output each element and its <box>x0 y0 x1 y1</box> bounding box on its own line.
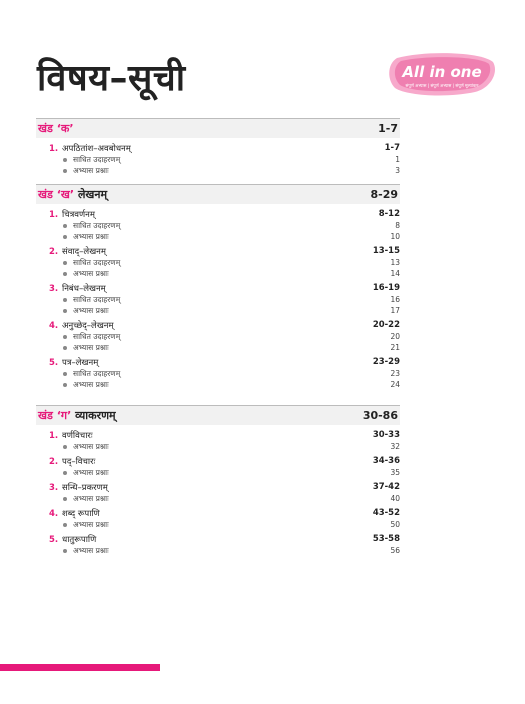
bullet-icon <box>63 346 67 350</box>
toc-subitem[interactable] <box>36 368 400 379</box>
subitem-label <box>63 442 109 452</box>
subitem-text: अभ्यास प्रश्नाः <box>73 165 109 175</box>
chapter-name: संवाद्–लेखनम् <box>62 246 106 257</box>
chapter-pages: 34-36 <box>372 456 400 466</box>
subitem-page: 20 <box>390 332 400 341</box>
chapter-number: 3. <box>49 482 59 493</box>
chapter-name: पत्र–लेखनम् <box>62 357 99 368</box>
chapter-pages: 20-22 <box>372 320 400 330</box>
chapter-name: निबंध–लेखनम् <box>62 283 106 294</box>
chapter-number: 1. <box>49 143 59 154</box>
chapter-number: 5. <box>49 357 59 368</box>
chapter-name: वर्णविचारः <box>62 430 93 441</box>
section-prefix: खंड <box>38 409 53 422</box>
chapter-pages: 1-7 <box>384 143 400 153</box>
toc-subitem[interactable] <box>36 231 400 242</box>
section-header <box>36 405 400 425</box>
bullet-icon <box>63 471 67 475</box>
toc-subitem[interactable] <box>36 268 400 279</box>
toc-chapter[interactable] <box>36 142 400 154</box>
toc-subitem[interactable] <box>36 441 400 452</box>
bullet-icon <box>63 383 67 387</box>
chapter-title <box>49 508 100 519</box>
chapter-number: 1. <box>49 209 59 220</box>
subitem-text: साधित उदाहरणम् <box>73 257 121 267</box>
chapter-pages: 23-29 <box>372 357 400 367</box>
section-header <box>36 184 400 204</box>
subitem-text: साधित उदाहरणम् <box>73 220 121 230</box>
subitem-page: 32 <box>390 442 400 451</box>
toc-chapter[interactable] <box>36 319 400 331</box>
chapter-title <box>49 209 95 220</box>
section-label <box>38 121 74 136</box>
toc-subitem[interactable] <box>36 220 400 231</box>
subitem-text: साधित उदाहरणम् <box>73 294 121 304</box>
subitem-page: 21 <box>390 343 400 352</box>
toc-subitem[interactable] <box>36 154 400 165</box>
toc-subitem[interactable] <box>36 165 400 176</box>
subitem-label <box>63 380 109 390</box>
bullet-icon <box>63 497 67 501</box>
chapter-number: 2. <box>49 246 59 257</box>
toc-subitem[interactable] <box>36 545 400 556</box>
chapter-pages: 43-52 <box>372 508 400 518</box>
toc-chapter[interactable] <box>36 282 400 294</box>
chapter-pages: 37-42 <box>372 482 400 492</box>
chapter-number: 5. <box>49 534 59 545</box>
chapter-title <box>49 246 106 257</box>
subitem-page: 17 <box>390 306 400 315</box>
subitem-text: अभ्यास प्रश्नाः <box>73 519 109 529</box>
section-title: लेखनम् <box>77 188 108 201</box>
subitem-label <box>63 269 109 279</box>
section-body <box>36 138 400 179</box>
toc-chapter[interactable] <box>36 507 400 519</box>
chapter-number: 3. <box>49 283 59 294</box>
subitem-label <box>63 546 109 556</box>
section-prefix: खंड <box>38 122 53 135</box>
bullet-icon <box>63 224 67 228</box>
subitem-label <box>63 369 120 379</box>
bullet-icon <box>63 261 67 265</box>
chapter-title <box>49 456 95 467</box>
toc-subitem[interactable] <box>36 493 400 504</box>
subitem-text: अभ्यास प्रश्नाः <box>73 545 109 555</box>
subitem-page: 50 <box>390 520 400 529</box>
toc-chapter[interactable] <box>36 533 400 545</box>
allinone-logo <box>387 52 497 96</box>
subitem-text: अभ्यास प्रश्नाः <box>73 467 109 477</box>
toc-chapter[interactable] <box>36 356 400 368</box>
chapter-title <box>49 143 131 154</box>
subitem-label <box>63 295 120 305</box>
section-prefix: खंड <box>38 188 53 201</box>
toc-subitem[interactable] <box>36 331 400 342</box>
subitem-page: 35 <box>390 468 400 477</box>
chapter-title <box>49 430 93 441</box>
toc-chapter[interactable] <box>36 481 400 493</box>
chapter-number: 2. <box>49 456 59 467</box>
logo-main-text: All in one <box>402 63 482 81</box>
chapter-name: चित्रवर्णनम् <box>62 209 95 220</box>
chapter-title <box>49 283 106 294</box>
page-title: विषय–सूची <box>37 58 186 99</box>
toc-subitem[interactable] <box>36 305 400 316</box>
section-pages: 8-29 <box>370 188 398 201</box>
chapter-name: पद्–विचारः <box>62 456 96 467</box>
subitem-text: साधित उदाहरणम् <box>73 368 121 378</box>
subitem-text: अभ्यास प्रश्नाः <box>73 493 109 503</box>
bullet-icon <box>63 549 67 553</box>
toc-subitem[interactable] <box>36 467 400 478</box>
bullet-icon <box>63 298 67 302</box>
subitem-label <box>63 306 109 316</box>
chapter-title <box>49 357 98 368</box>
subitem-page: 24 <box>390 380 400 389</box>
subitem-text: अभ्यास प्रश्नाः <box>73 305 109 315</box>
subitem-page: 56 <box>390 546 400 555</box>
table-of-contents <box>36 118 400 564</box>
subitem-text: अभ्यास प्रश्नाः <box>73 379 109 389</box>
subitem-text: अभ्यास प्रश्नाः <box>73 441 109 451</box>
subitem-text: साधित उदाहरणम् <box>73 331 121 341</box>
toc-chapter[interactable] <box>36 429 400 441</box>
section-body <box>36 425 400 559</box>
bullet-icon <box>63 235 67 239</box>
subitem-page: 3 <box>395 166 400 175</box>
chapter-name: शब्द् रूपाणि <box>62 508 100 519</box>
subitem-page: 14 <box>390 269 400 278</box>
section-title: व्याकरणम् <box>75 409 116 422</box>
subitem-page: 10 <box>390 232 400 241</box>
subitem-label <box>63 520 109 530</box>
chapter-name: सन्धि–प्रकरणम् <box>62 482 108 493</box>
section-body <box>36 204 400 393</box>
toc-subitem[interactable] <box>36 342 400 353</box>
toc-chapter[interactable] <box>36 455 400 467</box>
chapter-name: अपठितांश–अवबोधनम् <box>62 143 131 154</box>
bullet-icon <box>63 523 67 527</box>
section-label <box>38 187 107 202</box>
bullet-icon <box>63 169 67 173</box>
subitem-label <box>63 332 120 342</box>
subitem-label <box>63 258 120 268</box>
subitem-label <box>63 232 109 242</box>
chapter-title <box>49 534 96 545</box>
toc-chapter[interactable] <box>36 245 400 257</box>
chapter-pages: 16-19 <box>372 283 400 293</box>
chapter-number: 1. <box>49 430 59 441</box>
toc-chapter[interactable] <box>36 208 400 220</box>
logo-tagline-text: संपूर्ण अभ्यास | संपूर्ण अभ्यास | संपूर्ण मूल्यांकन <box>405 83 479 88</box>
subitem-label <box>63 468 109 478</box>
subitem-label <box>63 221 120 231</box>
subitem-page: 23 <box>390 369 400 378</box>
chapter-name: अनुच्छेद्–लेखनम् <box>62 320 114 331</box>
toc-subitem[interactable] <box>36 257 400 268</box>
chapter-pages: 30-33 <box>372 430 400 440</box>
subitem-page: 40 <box>390 494 400 503</box>
subitem-label <box>63 494 109 504</box>
chapter-pages: 13-15 <box>372 246 400 256</box>
chapter-title <box>49 320 114 331</box>
subitem-text: साधित उदाहरणम् <box>73 154 121 164</box>
subitem-text: अभ्यास प्रश्नाः <box>73 231 109 241</box>
chapter-pages: 53-58 <box>372 534 400 544</box>
section-tag: ‘क’ <box>56 122 74 135</box>
toc-subitem[interactable] <box>36 519 400 530</box>
toc-subitem[interactable] <box>36 379 400 390</box>
bullet-icon <box>63 158 67 162</box>
chapter-name: धातुरूपाणि <box>62 534 97 545</box>
subitem-page: 13 <box>390 258 400 267</box>
section-tag: ‘ग’ <box>56 409 72 422</box>
subitem-label <box>63 343 109 353</box>
bottom-accent-bar <box>0 664 160 671</box>
chapter-pages: 8-12 <box>378 209 400 219</box>
chapter-title <box>49 482 108 493</box>
subitem-page: 16 <box>390 295 400 304</box>
subitem-label <box>63 155 120 165</box>
subitem-text: अभ्यास प्रश्नाः <box>73 342 109 352</box>
chapter-number: 4. <box>49 320 59 331</box>
bullet-icon <box>63 335 67 339</box>
section-header <box>36 118 400 138</box>
subitem-label <box>63 166 109 176</box>
subitem-text: अभ्यास प्रश्नाः <box>73 268 109 278</box>
section-pages: 30-86 <box>362 409 398 422</box>
chapter-number: 4. <box>49 508 59 519</box>
bullet-icon <box>63 309 67 313</box>
bullet-icon <box>63 445 67 449</box>
subitem-page: 1 <box>395 155 400 164</box>
bullet-icon <box>63 372 67 376</box>
section-label <box>38 408 116 423</box>
section-tag: ‘ख’ <box>56 188 75 201</box>
section-pages: 1-7 <box>378 122 398 135</box>
subitem-page: 8 <box>395 221 400 230</box>
toc-subitem[interactable] <box>36 294 400 305</box>
bullet-icon <box>63 272 67 276</box>
